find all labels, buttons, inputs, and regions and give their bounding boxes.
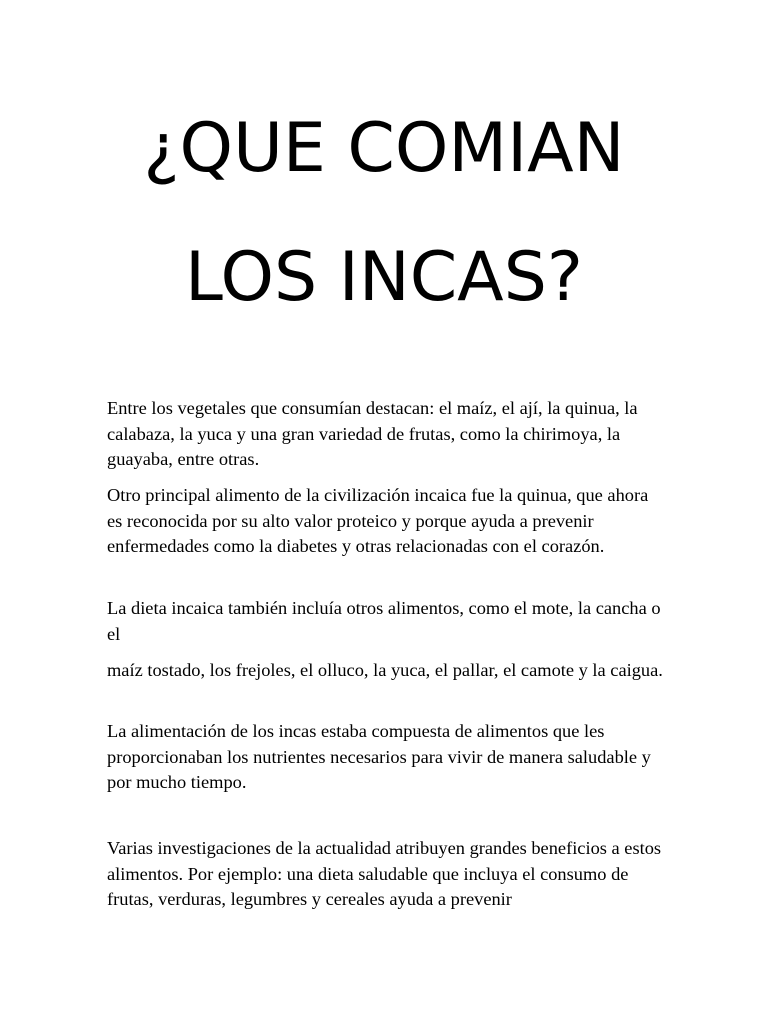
paragraph-vegetables: Entre los vegetales que consumían destacan: el maíz, el ají, la quinua, la calabaza, la yuca y una gran variedad de frutas, como la chirimoya, la guayaba, entre otras. [107,398,638,469]
page-title-line-1: ¿QUE COMIAN [143,109,625,188]
paragraph-quinua: Otro principal alimento de la civilización incaica fue la quinua, que ahora es reconocida por su alto valor proteico y porque ayuda a prevenir enfermedades como la diabetes y otras relacionadas con el corazón. [107,485,649,556]
paragraph-research: Varias investigaciones de la actualidad atribuyen grandes beneficios a estos alimentos. Por ejemplo: una dieta saludable que incluya el consumo de frutas, verduras, legumbres y cereales ayuda a prevenir [107,838,662,909]
paragraph-diet-part-1: La dieta incaica también incluía otros alimentos, como el mote, la cancha o el [107,598,661,644]
paragraph-diet-part-2: maíz tostado, los frejoles, el olluco, la yuca, el pallar, el camote y la caigua. [107,660,663,680]
paragraph-nutrition: La alimentación de los incas estaba compuesta de alimentos que les proporcionaban los nutrientes necesarios para vivir de manera saludable y por mucho tiempo. [107,721,651,792]
page-title-line-2: LOS INCAS? [185,238,583,317]
